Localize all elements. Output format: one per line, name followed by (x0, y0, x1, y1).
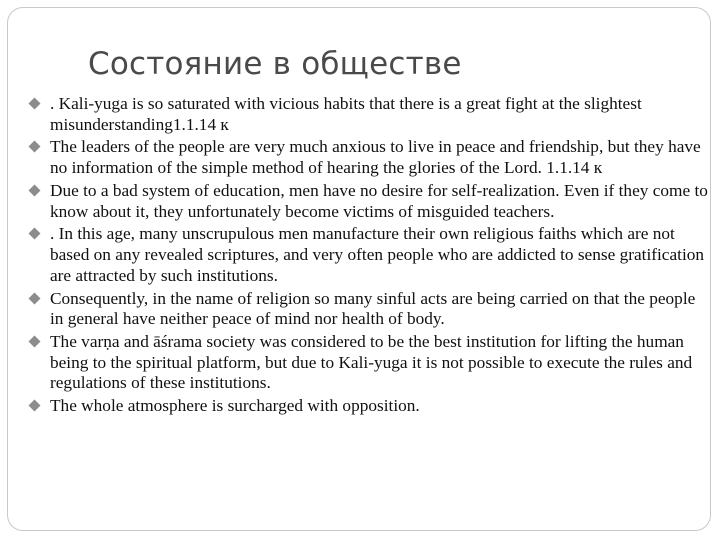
diamond-bullet-icon (28, 140, 41, 153)
diamond-bullet-icon (28, 184, 41, 197)
bullet-text: . Kali-yuga is so saturated with vicious habits that there is a great fight at the slightest misunderstanding1.1.14 к (50, 94, 642, 134)
bullet-item (28, 289, 708, 330)
diamond-bullet-icon (28, 399, 41, 412)
slide (7, 7, 711, 531)
diamond-bullet-icon (28, 335, 41, 348)
bullet-item (28, 224, 708, 286)
bullet-text: The leaders of the people are very much anxious to live in peace and friendship, but they have no information of the simple method of hearing the glories of the Lord. 1.1.14 к (50, 137, 701, 178)
bullet-text: The varṇa and āśrama society was considered to be the best institution for lifting the human being to the spiritual platform, but due to Kali-yuga it is not possible to execute the rules and regulations of these institutions. (50, 332, 693, 393)
bullet-item (28, 181, 708, 222)
bullet-text: Consequently, in the name of religion so many sinful acts are being carried on that the people in general have neither peace of mind nor health of body. (50, 288, 696, 329)
bullet-item (28, 94, 708, 135)
bullet-text: . In this age, many unscrupulous men manufacture their own religious faiths which are not based on any revealed scriptures, and very often people who are addicted to sense gratification are attracted by such institutions. (50, 224, 705, 285)
diamond-bullet-icon (28, 227, 41, 240)
bullet-text: The whole atmosphere is surcharged with opposition. (50, 396, 420, 416)
bullet-item (28, 137, 708, 178)
bullet-text: Due to a bad system of education, men have no desire for self-realization. Even if they come to know about it, they unfortunately become victims of misguided teachers. (50, 180, 708, 221)
bullet-item (28, 396, 708, 417)
bullet-item (28, 332, 708, 394)
diamond-bullet-icon (28, 97, 41, 110)
diamond-bullet-icon (28, 292, 41, 305)
bullet-list (28, 94, 708, 419)
slide-title: Состояние в обществе (88, 46, 462, 82)
